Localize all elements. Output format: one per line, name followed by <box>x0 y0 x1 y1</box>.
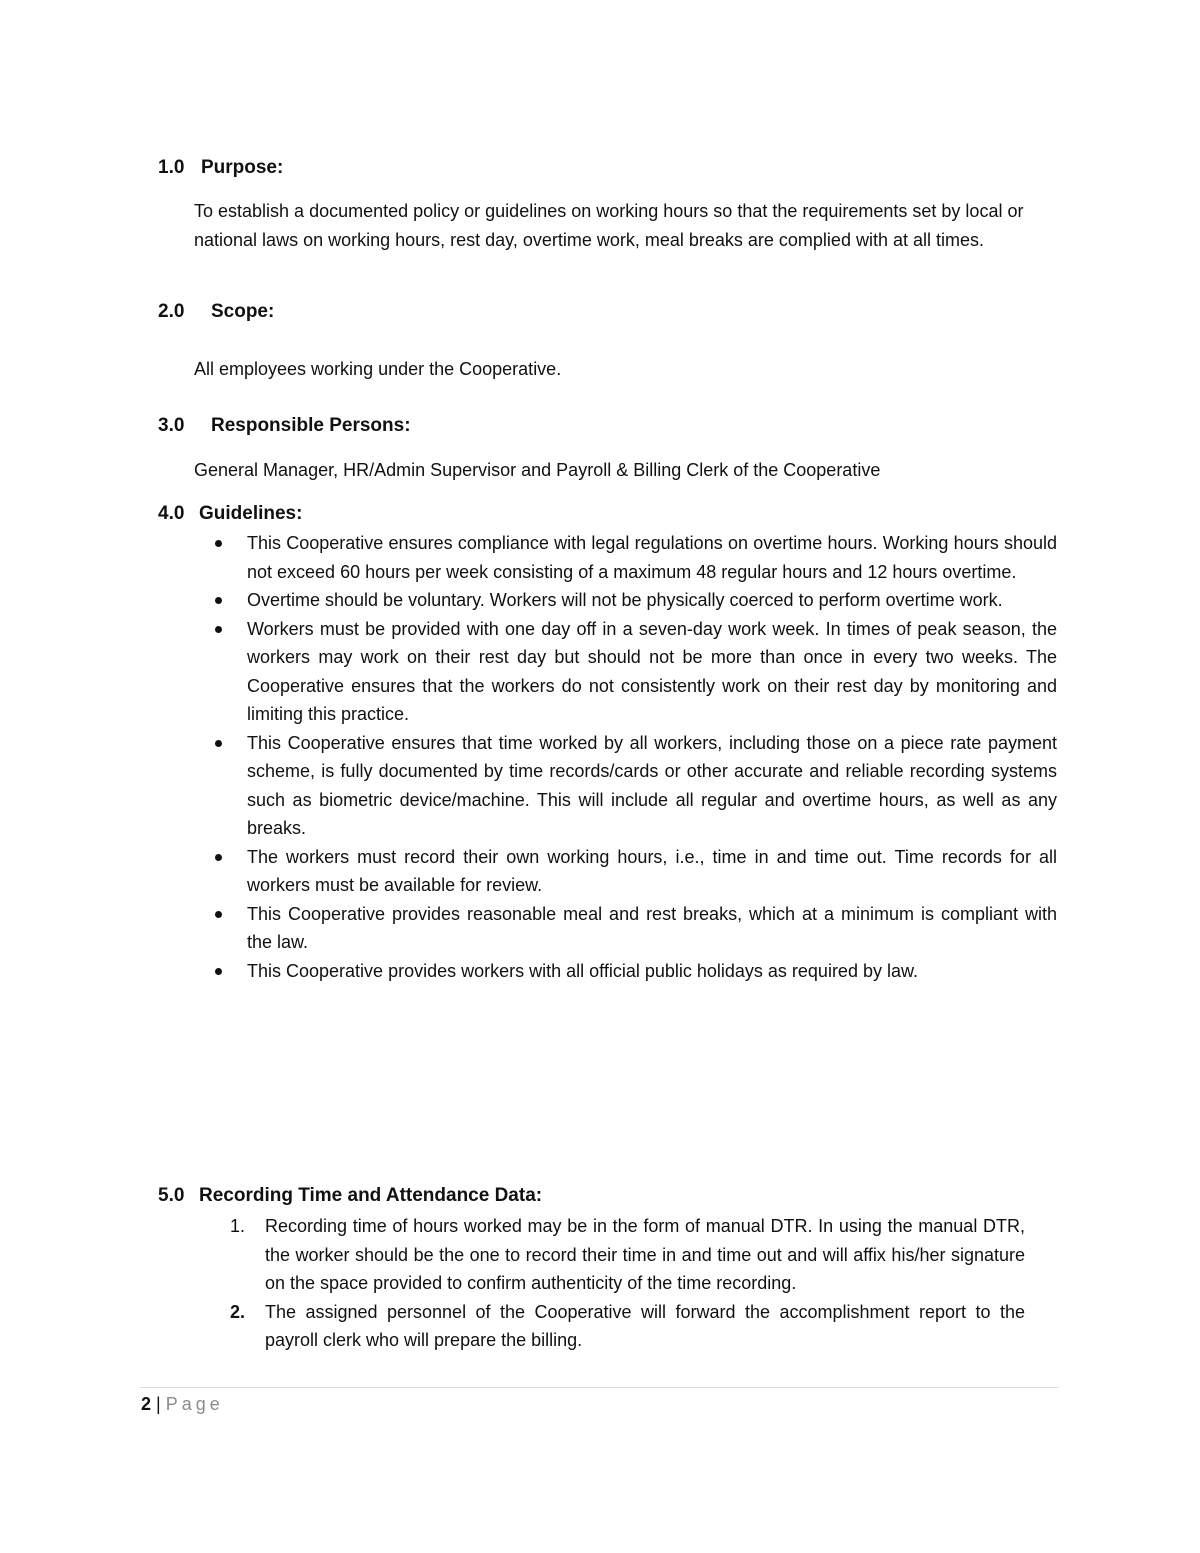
guideline-text: This Cooperative ensures compliance with legal regulations on overtime hours. Working hours should not exceed 60 hours per week consisting of a maximum 48 regular hours and 12 hours overtime. <box>247 533 1057 582</box>
section-heading-guidelines <box>158 502 302 526</box>
purpose-text: To establish a documented policy or guidelines on working hours so that the requirements set by local or national laws on working hours, rest day, overtime work, meal breaks are complied with at all times. <box>194 201 1024 250</box>
bullet-icon <box>215 540 222 547</box>
section-heading-scope <box>158 300 274 324</box>
section-heading-purpose <box>158 156 283 180</box>
guideline-text: This Cooperative provides workers with all official public holidays as required by law. <box>247 960 918 981</box>
list-item <box>247 615 1057 729</box>
page-label: Page <box>165 1394 224 1414</box>
list-item <box>247 586 1057 615</box>
list-item <box>247 729 1057 843</box>
recording-text: The assigned personnel of the Cooperative will forward the accomplishment report to the payroll clerk who will prepare the billing. <box>265 1301 1025 1350</box>
bullet-icon <box>215 854 222 861</box>
section-number: 2.0 <box>158 301 185 322</box>
recording-text: Recording time of hours worked may be in the form of manual DTR. In using the manual DTR, the worker should be the one to record their time in and time out and will affix his/her signature on the space provided to confirm authenticity of the time recording. <box>265 1216 1025 1293</box>
section-number: 1.0 <box>158 157 185 178</box>
page-footer <box>141 1392 224 1416</box>
section-heading-recording <box>158 1184 542 1208</box>
list-item <box>247 957 1057 986</box>
list-marker: 2. <box>230 1301 246 1322</box>
section-title: Recording Time and Attendance Data: <box>198 1185 543 1206</box>
recording-list <box>230 1212 1025 1355</box>
section-number: 4.0 <box>158 503 185 524</box>
list-item <box>230 1298 1025 1355</box>
bullet-icon <box>215 740 222 747</box>
guideline-text: Workers must be provided with one day off in a seven-day work week. In times of peak season, the workers may work on their rest day but should not be more than once in every two weeks. The Cooperative ensures that the workers do not consistently work on their rest day by monitoring and limiting this practice. <box>247 618 1057 724</box>
list-marker: 1. <box>230 1216 246 1236</box>
guidelines-list <box>247 529 1057 985</box>
guideline-text: This Cooperative ensures that time worked by all workers, including those on a piece rate payment scheme, is fully documented by time records/cards or other accurate and reliable recording systems such as biometric device/machine. This will include all regular and overtime hours, as well as any breaks. <box>247 732 1057 838</box>
list-item <box>247 900 1057 957</box>
section-heading-responsible <box>158 414 411 438</box>
responsible-text: General Manager, HR/Admin Supervisor and Payroll & Billing Clerk of the Cooperative <box>194 460 881 480</box>
bullet-icon <box>215 626 222 633</box>
bullet-icon <box>215 597 222 604</box>
list-item <box>247 529 1057 586</box>
footer-separator: | <box>156 1394 161 1414</box>
section-number: 3.0 <box>158 415 185 436</box>
list-item <box>247 843 1057 900</box>
scope-text: All employees working under the Cooperative. <box>194 359 562 379</box>
footer-divider <box>140 1387 1058 1388</box>
bullet-icon <box>215 968 222 975</box>
page-number: 2 <box>141 1394 152 1414</box>
guideline-text: This Cooperative provides reasonable meal and rest breaks, which at a minimum is compliant with the law. <box>247 903 1057 952</box>
list-item <box>230 1212 1025 1298</box>
section-title: Responsible Persons: <box>210 415 411 436</box>
section-title: Guidelines: <box>198 503 303 524</box>
section-title: Purpose: <box>200 157 284 178</box>
guideline-text: The workers must record their own working hours, i.e., time in and time out. Time records for all workers must be available for review. <box>247 846 1057 895</box>
section-title: Scope: <box>210 301 275 322</box>
guideline-text: Overtime should be voluntary. Workers will not be physically coerced to perform overtime work. <box>247 590 1003 610</box>
section-number: 5.0 <box>158 1185 185 1206</box>
bullet-icon <box>215 911 222 918</box>
